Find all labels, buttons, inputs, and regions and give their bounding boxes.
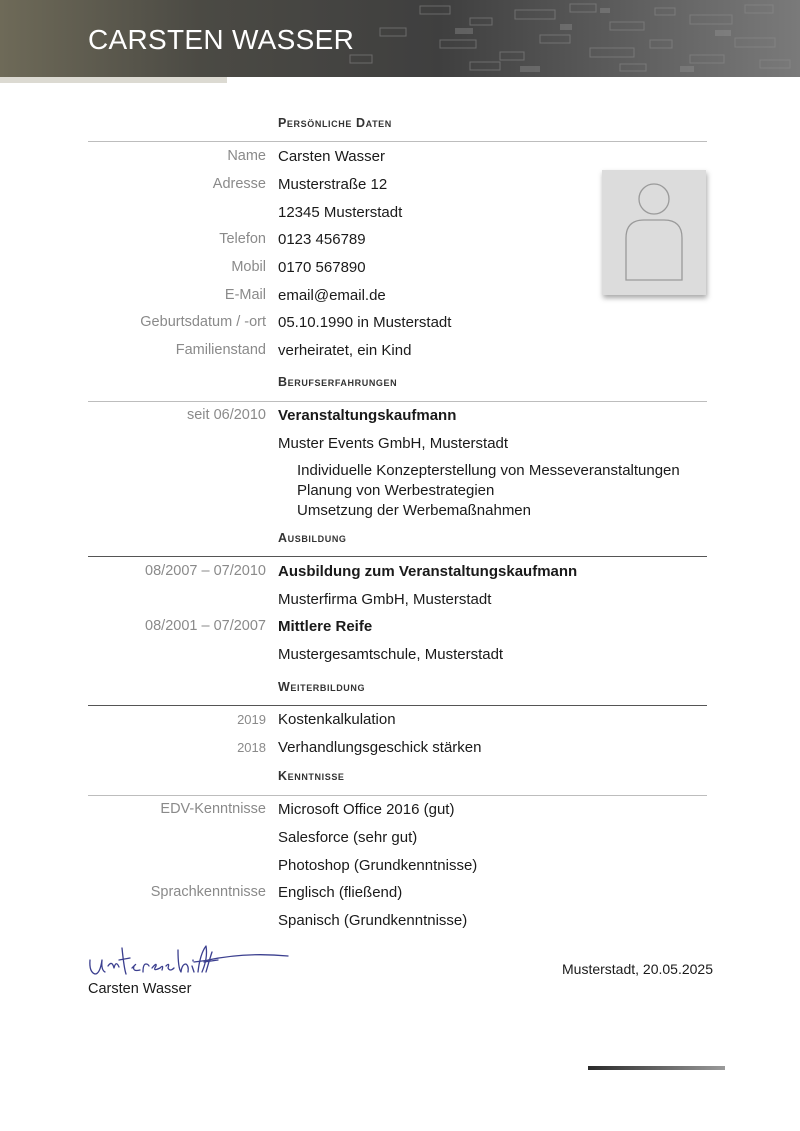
experience-task: Umsetzung der Werbemaßnahmen xyxy=(297,502,531,519)
it-skill-item: Microsoft Office 2016 (gut) xyxy=(278,801,455,818)
label-it-skills: EDV-Kenntnisse xyxy=(160,801,266,817)
value-phone: 0123 456789 xyxy=(278,231,366,248)
footer-accent-line xyxy=(588,1066,725,1070)
training-year: 2019 xyxy=(237,712,266,727)
label-phone: Telefon xyxy=(219,231,266,247)
value-family: verheiratet, ein Kind xyxy=(278,342,412,359)
candidate-name-title: CARSTEN WASSER xyxy=(88,24,355,55)
label-family: Familienstand xyxy=(175,342,266,358)
it-skill-item: Photoshop (Grundkenntnisse) xyxy=(278,857,478,874)
section-rule xyxy=(88,556,707,557)
value-name: Carsten Wasser xyxy=(278,148,385,165)
experience-company: Muster Events GmbH, Musterstadt xyxy=(278,435,509,452)
education-place: Musterfirma GmbH, Musterstadt xyxy=(278,591,492,608)
label-address: Adresse xyxy=(212,176,266,192)
section-rule xyxy=(88,141,707,142)
training-year: 2018 xyxy=(237,740,266,755)
training-course: Verhandlungsgeschick stärken xyxy=(278,739,482,756)
experience-period: seit 06/2010 xyxy=(186,407,266,423)
language-item: Englisch (fließend) xyxy=(278,884,403,901)
label-mobile: Mobil xyxy=(231,259,266,275)
it-skill-item: Salesforce (sehr gut) xyxy=(278,829,418,846)
education-period: 08/2007 – 07/2010 xyxy=(145,563,266,579)
section-rule xyxy=(88,705,707,706)
label-languages: Sprachkenntnisse xyxy=(150,884,266,900)
section-rule xyxy=(88,401,707,402)
experience-task: Planung von Werbestrategien xyxy=(297,482,495,499)
value-address-line1: Musterstraße 12 xyxy=(278,176,388,193)
education-title: Ausbildung zum Veranstaltungskaufmann xyxy=(278,563,578,580)
education-period: 08/2001 – 07/2007 xyxy=(145,618,266,634)
label-name: Name xyxy=(227,148,266,164)
education-place: Mustergesamtschule, Musterstadt xyxy=(278,646,504,663)
section-title-training: Weiterbildung xyxy=(278,680,366,694)
signer-name: Carsten Wasser xyxy=(88,981,192,997)
value-birth: 05.10.1990 in Musterstadt xyxy=(278,314,452,331)
section-rule xyxy=(88,795,707,796)
value-mobile: 0170 567890 xyxy=(278,259,366,276)
label-birth: Geburtsdatum / -ort xyxy=(140,314,266,330)
experience-task: Individuelle Konzepterstellung von Messeveranstaltungen xyxy=(297,462,680,479)
value-address-line2: 12345 Musterstadt xyxy=(278,204,403,221)
experience-title: Veranstaltungskaufmann xyxy=(278,407,457,424)
section-title-experience: Berufserfahrungen xyxy=(278,375,398,389)
language-item: Spanisch (Grundkenntnisse) xyxy=(278,912,468,929)
label-email: E-Mail xyxy=(224,287,266,303)
section-title-personal: Persönliche Daten xyxy=(278,116,392,130)
header-banner xyxy=(0,0,800,77)
value-email: email@email.de xyxy=(278,287,386,304)
training-course: Kostenkalkulation xyxy=(278,711,396,728)
section-title-education: Ausbildung xyxy=(278,531,347,545)
education-title: Mittlere Reife xyxy=(278,618,373,635)
place-and-date: Musterstadt, 20.05.2025 xyxy=(562,961,713,977)
person-icon xyxy=(602,170,706,295)
section-title-skills: Kenntnisse xyxy=(278,769,345,783)
banner-accent-strip xyxy=(0,77,227,83)
profile-photo-placeholder xyxy=(602,170,706,295)
